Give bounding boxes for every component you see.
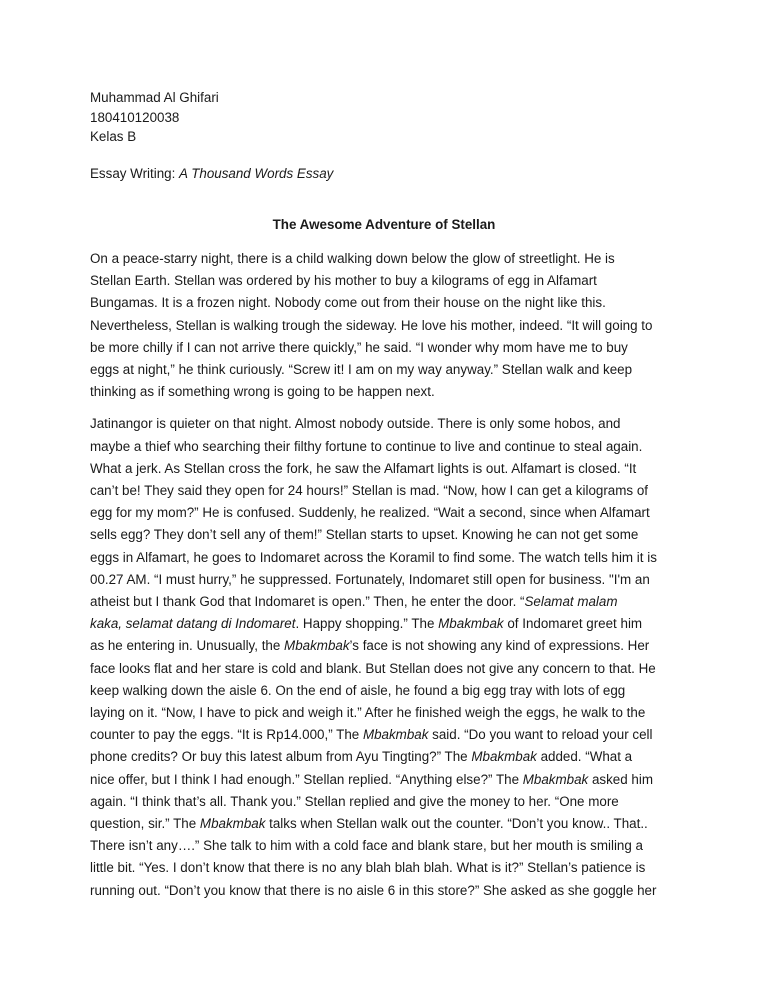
text-run: atheist but I thank God that Indomaret is open.” Then, he enter the door. “ [90,594,525,610]
text-run: as he entering in. Unusually, the [90,638,285,654]
paragraph-line [90,813,690,835]
class-label: Kelas B [90,129,137,144]
text-run: maybe a thief who searching their filthy fortune to continue to live and continue to steal again. [90,438,643,454]
paragraph-line [90,746,690,768]
text-run: be more chilly if I can not arrive there quickly,” he said. “I wonder why mom have me to buy [90,339,628,355]
text-run: of Indomaret greet him [503,616,643,632]
paragraph-line [90,857,690,879]
italic-text: Mbakmbak [438,616,504,632]
paragraph-line [90,337,690,359]
text-run: said. “Do you want to reload your cell [428,727,653,743]
paragraph-line [90,315,690,337]
text-run: thinking as if something wrong is going to be happen next. [90,384,435,400]
text-run: There isn’t any….” She talk to him with a cold face and blank stare, but her mouth is smiling a [90,838,643,854]
text-run: Nevertheless, Stellan is walking trough the sideway. He love his mother, indeed. “It will going to [90,317,653,333]
paragraph-line [90,613,690,635]
text-run: running out. “Don’t you know that there is no aisle 6 in this store?” She asked as she goggle her [90,882,657,898]
text-run: nice offer, but I think I had enough.” Stellan replied. “Anything else?” The [90,771,523,787]
course-prefix: Essay Writing: [90,166,180,181]
text-run: asked him [588,771,653,787]
paragraph-line [90,680,690,702]
text-run: keep walking down the aisle 6. On the end of aisle, he found a big egg tray with lots of egg [90,682,626,698]
paragraph-line [90,270,690,292]
paragraph-line [90,524,690,546]
text-run: phone credits? Or buy this latest album from Ayu Tingting?” The [90,749,472,765]
italic-text: kaka, selamat datang di Indomaret [90,616,296,632]
text-run: eggs in Alfamart, he goes to Indomaret across the Koramil to find some. The watch tells him it is [90,549,657,565]
essay-title: The Awesome Adventure of Stellan [272,217,496,232]
text-run: face looks flat and her stare is cold and blank. But Stellan does not give any concern to that. He [90,660,656,676]
text-run: sells egg? They don’t sell any of them!” Stellan starts to upset. Knowing he can not get some [90,527,639,543]
paragraph-line [90,458,690,480]
text-run: laying on it. “Now, I have to pick and weigh it.” After he finished weigh the eggs, he walk to the [90,705,646,721]
text-run: question, sir.” The [90,816,200,832]
text-run: added. “What a [536,749,633,765]
text-run: ’s face is not showing any kind of expressions. Her [349,638,650,654]
author-header [90,88,690,147]
assignment-name: A Thousand Words Essay [179,166,334,181]
text-run: again. “I think that’s all. Thank you.” Stellan replied and give the money to her. “One more [90,793,619,809]
paragraph-line [90,480,690,502]
text-run: Jatinangor is quieter on that night. Almost nobody outside. There is only some hobos, and [90,416,621,432]
paragraph-line [90,436,690,458]
paragraph-line [90,635,690,657]
paragraph-line [90,413,690,435]
text-run: eggs at night,” he think curiously. “Screw it! I am on my way anyway.” Stellan walk and keep [90,362,633,378]
text-run: Bungamas. It is a frozen night. Nobody come out from their house on the night like this. [90,295,606,311]
text-run: egg for my mom?” He is confused. Suddenly, he realized. “Wait a second, since when Alfamart [90,505,650,521]
italic-text: Mbakmbak [471,749,537,765]
paragraph-line [90,880,690,902]
italic-text: Mbakmbak [199,816,266,832]
text-run: On a peace-starry night, there is a child walking down below the glow of streetlight. He is [90,251,615,266]
student-id: 180410120038 [90,109,180,125]
course-line [90,163,333,185]
paragraph-line [90,248,690,270]
text-run: What a jerk. As Stellan cross the fork, he saw the Alfamart lights is out. Alfamart is closed. “It [90,460,637,476]
text-run: can’t be! They said they open for 24 hours!” Stellan is mad. “Now, how I can get a kilograms of [90,483,648,499]
paragraph-line [90,658,690,680]
paragraph-line [90,547,690,569]
text-run: . Happy shopping.” The [295,616,439,632]
paragraph-line [90,359,690,381]
paragraph-line [90,835,690,857]
italic-text: Mbakmbak [362,727,429,743]
essay-paragraph [90,248,690,403]
text-run: talks when Stellan walk out the counter. “Don’t you know.. That.. [265,816,648,832]
text-run: Stellan Earth. Stellan was ordered by his mother to buy a kilograms of egg in Alfamart [90,273,597,289]
paragraph-line [90,591,690,613]
author-name: Muhammad Al Ghifari [90,90,219,105]
italic-text: Mbakmbak [284,638,350,654]
essay-body [90,248,690,912]
text-run: 00.27 AM. “I must hurry,” he suppressed. Fortunately, Indomaret still open for business. "I'm an [90,571,650,587]
italic-text: Mbakmbak [522,771,589,787]
paragraph-line [90,791,690,813]
paragraph-line [90,502,690,524]
paragraph-line [90,292,690,314]
italic-text: Selamat malam [524,594,618,610]
paragraph-line [90,702,690,724]
paragraph-line [90,724,690,746]
paragraph-line [90,381,690,403]
text-run: little bit. “Yes. I don’t know that there is no any blah blah blah. What is it?” Stellan’s patience is [90,860,646,876]
paragraph-line [90,769,690,791]
paragraph-line [90,569,690,591]
essay-paragraph [90,413,690,901]
text-run: counter to pay the eggs. “It is Rp14.000,” The [90,727,363,743]
